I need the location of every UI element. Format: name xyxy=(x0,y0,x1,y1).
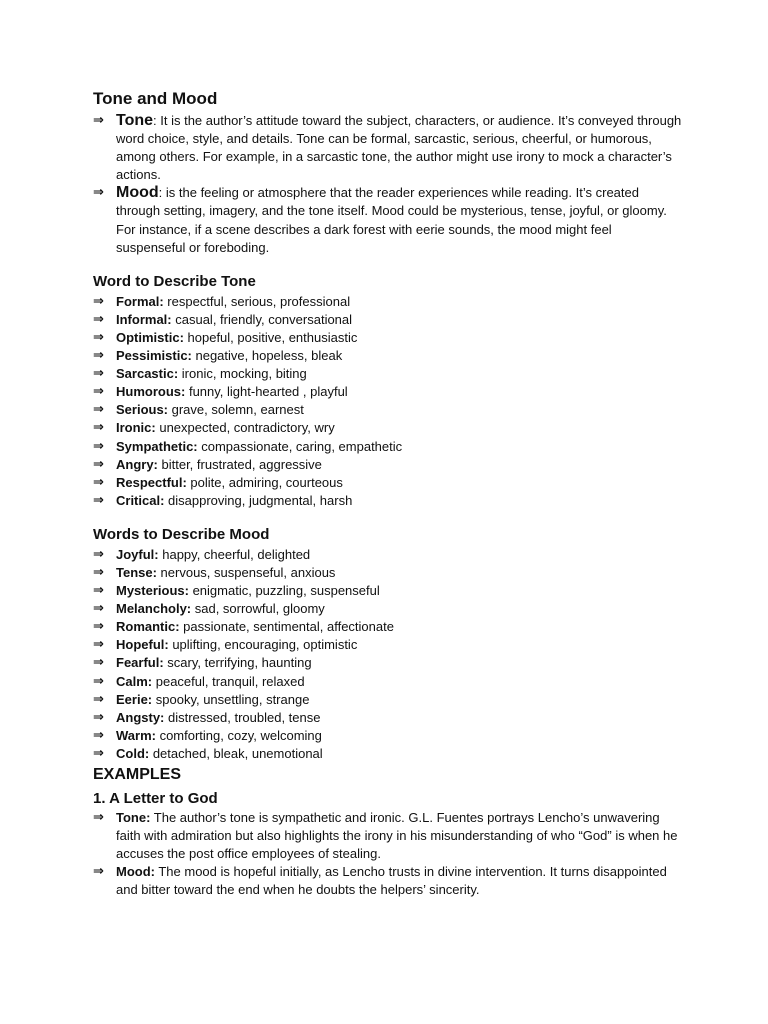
mood-term: Joyful: xyxy=(116,546,159,562)
arrow-bullet-icon: ⇒ xyxy=(93,564,104,580)
tone-term: Sarcastic: xyxy=(116,366,179,382)
list-item xyxy=(93,383,683,401)
tone-term: Angry: xyxy=(116,456,158,472)
list-item-example-tone xyxy=(93,809,683,863)
mood-synonyms: nervous, suspenseful, anxious xyxy=(156,564,336,580)
tone-term: Respectful: xyxy=(116,474,187,490)
example-tone-text: The author’s tone is sympathetic and ironic. G.L. Fuentes portrays Lencho’s unwavering faith with admiration but also highlights the irony in his misunderstanding of who “God” is when he accuses the post office employees of stealing. xyxy=(116,810,678,862)
example-title: 1. A Letter to God xyxy=(93,790,218,807)
mood-synonyms: scary, terrifying, haunting xyxy=(163,655,312,671)
term-tone: Tone xyxy=(116,112,154,129)
arrow-bullet-icon: ⇒ xyxy=(93,402,104,418)
arrow-bullet-icon: ⇒ xyxy=(93,727,104,743)
list-item xyxy=(93,456,683,474)
mood-synonyms: sad, sorrowful, gloomy xyxy=(191,601,325,617)
page-title: Tone and Mood xyxy=(93,89,218,108)
list-item xyxy=(93,492,683,510)
example-list xyxy=(93,809,683,899)
list-item xyxy=(93,419,683,437)
tone-synonyms: unexpected, contradictory, wry xyxy=(155,420,335,436)
mood-synonyms: peaceful, tranquil, relaxed xyxy=(152,673,305,689)
tone-term: Serious: xyxy=(116,402,169,418)
arrow-bullet-icon: ⇒ xyxy=(93,474,104,490)
list-item xyxy=(93,311,683,329)
arrow-bullet-icon: ⇒ xyxy=(93,810,104,825)
mood-term: Calm: xyxy=(116,673,153,689)
tone-synonyms: negative, hopeless, bleak xyxy=(191,348,343,364)
list-item xyxy=(93,618,683,636)
arrow-bullet-icon: ⇒ xyxy=(93,348,104,364)
tone-synonyms: casual, friendly, conversational xyxy=(171,311,353,327)
tone-synonyms: grave, solemn, earnest xyxy=(168,402,304,418)
mood-term: Angsty: xyxy=(116,709,165,725)
example-tone-term: Tone: xyxy=(116,810,151,825)
mood-synonyms: comforting, cozy, welcoming xyxy=(155,727,322,743)
arrow-bullet-icon: ⇒ xyxy=(93,293,104,309)
tone-term: Informal: xyxy=(116,311,172,327)
arrow-bullet-icon: ⇒ xyxy=(93,420,104,436)
arrow-bullet-icon: ⇒ xyxy=(93,185,104,201)
mood-words-list xyxy=(93,546,683,763)
arrow-bullet-icon: ⇒ xyxy=(93,113,104,128)
list-item xyxy=(93,347,683,365)
arrow-bullet-icon: ⇒ xyxy=(93,329,104,345)
term-mood: Mood xyxy=(116,184,159,202)
document-page xyxy=(93,88,683,899)
tone-term: Optimistic: xyxy=(116,329,184,345)
arrow-bullet-icon: ⇒ xyxy=(93,673,104,689)
mood-words-heading: Words to Describe Mood xyxy=(93,525,270,543)
tone-synonyms: hopeful, positive, enthusiastic xyxy=(183,329,358,345)
list-item xyxy=(93,365,683,383)
list-item xyxy=(93,474,683,492)
mood-synonyms: happy, cheerful, delighted xyxy=(158,546,311,562)
tone-synonyms: bitter, frustrated, aggressive xyxy=(157,456,322,472)
arrow-bullet-icon: ⇒ xyxy=(93,583,104,599)
arrow-bullet-icon: ⇒ xyxy=(93,438,104,454)
list-item xyxy=(93,293,683,311)
mood-synonyms: spooky, unsettling, strange xyxy=(152,691,310,707)
arrow-bullet-icon: ⇒ xyxy=(93,655,104,671)
arrow-bullet-icon: ⇒ xyxy=(93,864,104,880)
list-item xyxy=(93,745,683,763)
definition-mood: : is the feeling or atmosphere that the reader experiences while reading. It’s created through setting, imagery, and the tone itself. Mood could be mysterious, tense, joyful, or gloomy. For instance, if a scene describes a dark forest with eerie sounds, the mood might feel suspenseful or foreboding. xyxy=(116,185,667,255)
list-item xyxy=(93,654,683,672)
mood-term: Romantic: xyxy=(116,619,180,635)
list-item xyxy=(93,564,683,582)
mood-synonyms: distressed, troubled, tense xyxy=(164,709,321,725)
arrow-bullet-icon: ⇒ xyxy=(93,456,104,472)
list-item xyxy=(93,438,683,456)
tone-synonyms: funny, light-hearted , playful xyxy=(185,384,348,400)
tone-synonyms: disapproving, judgmental, harsh xyxy=(164,492,353,508)
mood-term: Fearful: xyxy=(116,655,164,671)
list-item xyxy=(93,691,683,709)
tone-term: Pessimistic: xyxy=(116,348,192,364)
mood-term: Cold: xyxy=(116,745,150,761)
arrow-bullet-icon: ⇒ xyxy=(93,366,104,382)
definition-tone: : It is the author’s attitude toward the subject, characters, or audience. It’s conveyed through word choice, style, and details. Tone can be formal, sarcastic, serious, cheerful, or humorous, among others. For example, in a sarcastic tone, the author might use irony to mock a character’s actions. xyxy=(116,113,682,183)
arrow-bullet-icon: ⇒ xyxy=(93,745,104,761)
list-item xyxy=(93,636,683,654)
tone-synonyms: ironic, mocking, biting xyxy=(178,366,307,382)
tone-synonyms: compassionate, caring, empathetic xyxy=(197,438,403,454)
mood-synonyms: passionate, sentimental, affectionate xyxy=(179,619,394,635)
arrow-bullet-icon: ⇒ xyxy=(93,601,104,617)
mood-synonyms: uplifting, encouraging, optimistic xyxy=(168,637,358,653)
tone-term: Sympathetic: xyxy=(116,438,198,454)
arrow-bullet-icon: ⇒ xyxy=(93,637,104,653)
mood-term: Tense: xyxy=(116,564,157,580)
list-item xyxy=(93,546,683,564)
arrow-bullet-icon: ⇒ xyxy=(93,546,104,562)
tone-term: Critical: xyxy=(116,492,165,508)
tone-synonyms: polite, admiring, courteous xyxy=(186,474,343,490)
list-item-example-mood xyxy=(93,863,683,899)
tone-synonyms: respectful, serious, professional xyxy=(163,293,351,309)
tone-words-heading: Word to Describe Tone xyxy=(93,272,256,290)
mood-synonyms: enigmatic, puzzling, suspenseful xyxy=(188,583,380,599)
list-item xyxy=(93,582,683,600)
tone-term: Formal: xyxy=(116,293,164,309)
list-item xyxy=(93,401,683,419)
example-mood-text: The mood is hopeful initially, as Lencho trusts in divine intervention. It turns disappointed and bitter toward the end when he doubts the helpers’ sincerity. xyxy=(116,864,667,898)
intro-list xyxy=(93,112,683,257)
tone-words-list xyxy=(93,293,683,510)
arrow-bullet-icon: ⇒ xyxy=(93,311,104,327)
list-item-tone-definition xyxy=(93,112,683,184)
arrow-bullet-icon: ⇒ xyxy=(93,709,104,725)
mood-term: Melancholy: xyxy=(116,601,192,617)
mood-term: Warm: xyxy=(116,727,156,743)
tone-term: Humorous: xyxy=(116,384,186,400)
list-item xyxy=(93,329,683,347)
mood-synonyms: detached, bleak, unemotional xyxy=(149,745,323,761)
list-item xyxy=(93,727,683,745)
arrow-bullet-icon: ⇒ xyxy=(93,492,104,508)
mood-term: Mysterious: xyxy=(116,583,189,599)
mood-term: Eerie: xyxy=(116,691,153,707)
mood-term: Hopeful: xyxy=(116,637,169,653)
examples-heading: EXAMPLES xyxy=(93,766,182,783)
list-item xyxy=(93,709,683,727)
list-item xyxy=(93,600,683,618)
arrow-bullet-icon: ⇒ xyxy=(93,619,104,635)
list-item-mood-definition xyxy=(93,184,683,256)
arrow-bullet-icon: ⇒ xyxy=(93,691,104,707)
arrow-bullet-icon: ⇒ xyxy=(93,384,104,400)
example-mood-term: Mood: xyxy=(116,864,155,880)
list-item xyxy=(93,673,683,691)
tone-term: Ironic: xyxy=(116,420,156,436)
